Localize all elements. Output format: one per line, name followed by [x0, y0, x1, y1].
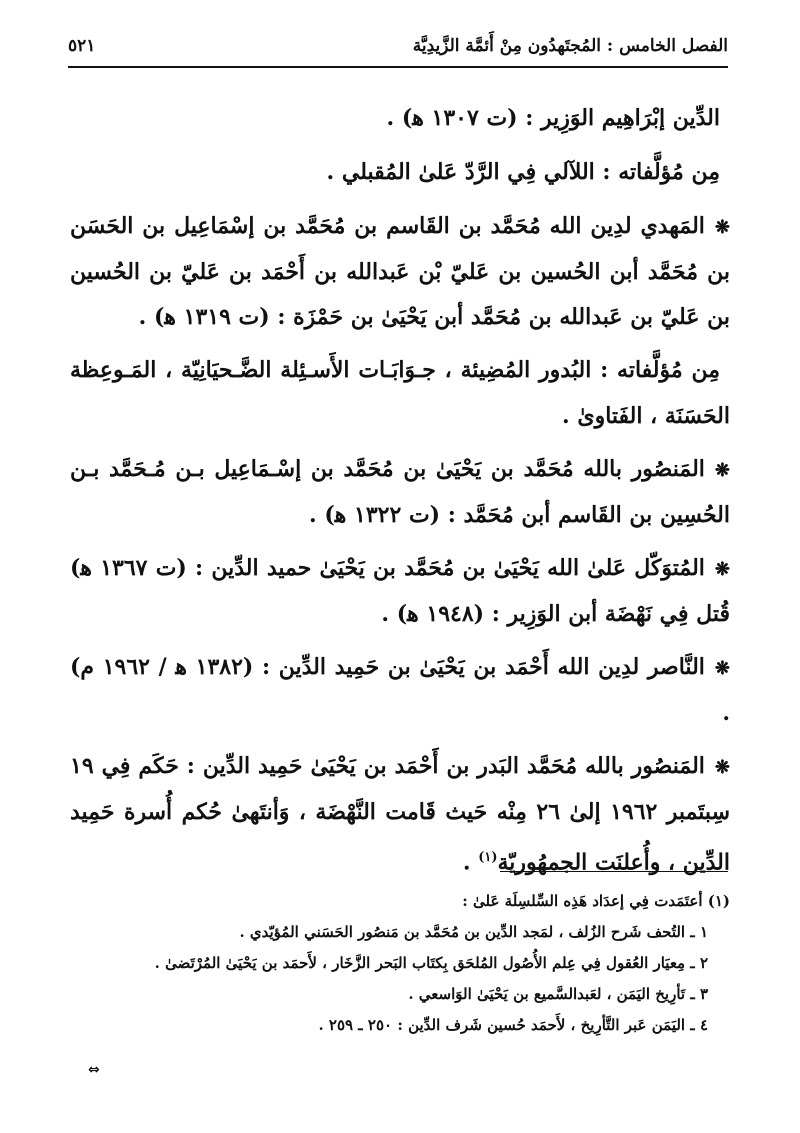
footnote-item: ٤ ـ اليَمَن عَبر التَّأرِيخ ، لأَحمَد حُسين شَرف الدِّين : ٢٥٠ ـ ٢٥٩ . — [318, 1016, 708, 1034]
footnote-intro: (١) أعتَمَدت فِي إعدَاد هَذِه السِّلسِلَة عَلىٰ : — [462, 892, 730, 910]
paragraph-text: المَنصُور بالله مُحَمَّد البَدر بن أَحْمَد بن يَحْيَىٰ حَمِيد الدِّين : حَكَم فِي ١٩ سِبتَمبر ١٩٦٢ إلىٰ ٢٦ مِنْه حَيث قَامت النَّهْضَة ، وَأنتَهىٰ حُكم أُسرة حَمِيد الدِّين ، وأُعلنَت الجمهُوريّة — [70, 753, 731, 876]
paragraph — [70, 96, 730, 142]
paragraph — [70, 744, 730, 885]
star-bullet-icon: ❋ — [714, 217, 730, 238]
star-bullet-icon: ❋ — [714, 757, 730, 778]
page-number: ٥٢١ — [68, 36, 96, 56]
paragraph — [70, 348, 730, 439]
paragraph-text: المَنصُور بالله مُحَمَّد بن يَحْيَىٰ بن مُحَمَّد بن إسْـمَاعِيل بـن مُـحَمَّد بـن الحُسِين بن القَاسم أبن مُحَمَّد : (ت ١٣٢٢ ﻫ) . — [70, 456, 730, 528]
paragraph-tail: . — [462, 849, 479, 876]
star-bullet-icon: ❋ — [714, 559, 731, 580]
footnotes — [70, 886, 730, 1041]
running-header — [68, 30, 728, 62]
paragraph-text: النَّاصر لدِين الله أَحْمَد بن يَحْيَىٰ بن حَمِيد الدِّين : (١٣٨٢ ﻫ / ١٩٦٢ م) . — [70, 654, 730, 726]
star-bullet-icon: ❋ — [714, 658, 730, 679]
paragraph-text: المَهدي لدِين الله مُحَمَّد بن القَاسم بن مُحَمَّد بن إسْمَاعِيل بن الحَسَن بن مُحَمَّد أبن الحُسين بن عَليّ بْن عَبدالله بن أَحْمَد بن عَليّ بن الحُسين بن عَليّ بن عَبدالله بن مُحَمَّد أبن يَحْيَىٰ بن حَمْزَة : (ت ١٣١٩ ﻫ) . — [70, 213, 730, 330]
chapter-title: الفصل الخامس : المُجتَهدُون مِنْ أَئمَّة الزَّيدِيَّة — [412, 36, 728, 56]
paragraph-text: الدِّين إبْرَاهِيم الوَزِير : (ت ١٣٠٧ ﻫ) . — [386, 105, 720, 131]
paragraph — [70, 447, 730, 538]
footnote-rule — [500, 871, 728, 872]
paragraph — [70, 546, 730, 637]
footnote-item: ٣ ـ تَأرِيخ اليَمَن ، لعَبدالسَّميع بن يَحْيَىٰ الوَاسعي . — [408, 985, 708, 1003]
paragraph-text: مِن مُؤلَّفاته : اللآلي فِي الرَّدّ عَلىٰ المُقبلي . — [326, 159, 720, 185]
paragraph — [70, 645, 730, 736]
paragraph-text: مِن مُؤلَّفاته : البُدور المُضِيئة ، جـوَابَـات الأَسـئِلة الضَّـحيَانِيّة ، المَـوعِظة الحَسَنَة ، الفَتاوىٰ . — [70, 357, 730, 429]
paragraph — [70, 204, 730, 340]
footnote-marker[interactable]: (١) — [478, 850, 498, 865]
main-text — [70, 96, 730, 893]
paragraph — [70, 150, 730, 196]
footnote-item: ٢ ـ مِعيَار العُقول فِي عِلم الأُصُول المُلحَق بِكتَاب البَحر الزَّخَار ، لأَحمَد بن يَحْيَىٰ المُرْتَضىٰ . — [154, 954, 708, 972]
star-bullet-icon: ❋ — [714, 460, 730, 481]
footnote-list — [70, 917, 730, 1041]
header-rule — [68, 66, 728, 68]
footnote-item: ١ ـ التُحف شَرح الزُلف ، لمَجد الدِّين بن مُحَمَّد بن مَنصُور الحَسَني المُؤيّدي . — [239, 923, 708, 941]
page-ornament-icon: ⇔ — [88, 1062, 100, 1078]
paragraph-text: المُتوَكّل عَلىٰ الله يَحْيَىٰ بن مُحَمَّد بن يَحْيَىٰ حميد الدِّين : (ت ١٣٦٧ ﻫ) قُتل فِي نَهْضَة أبن الوَزِير : (١٩٤٨ ﻫ) . — [70, 555, 730, 627]
